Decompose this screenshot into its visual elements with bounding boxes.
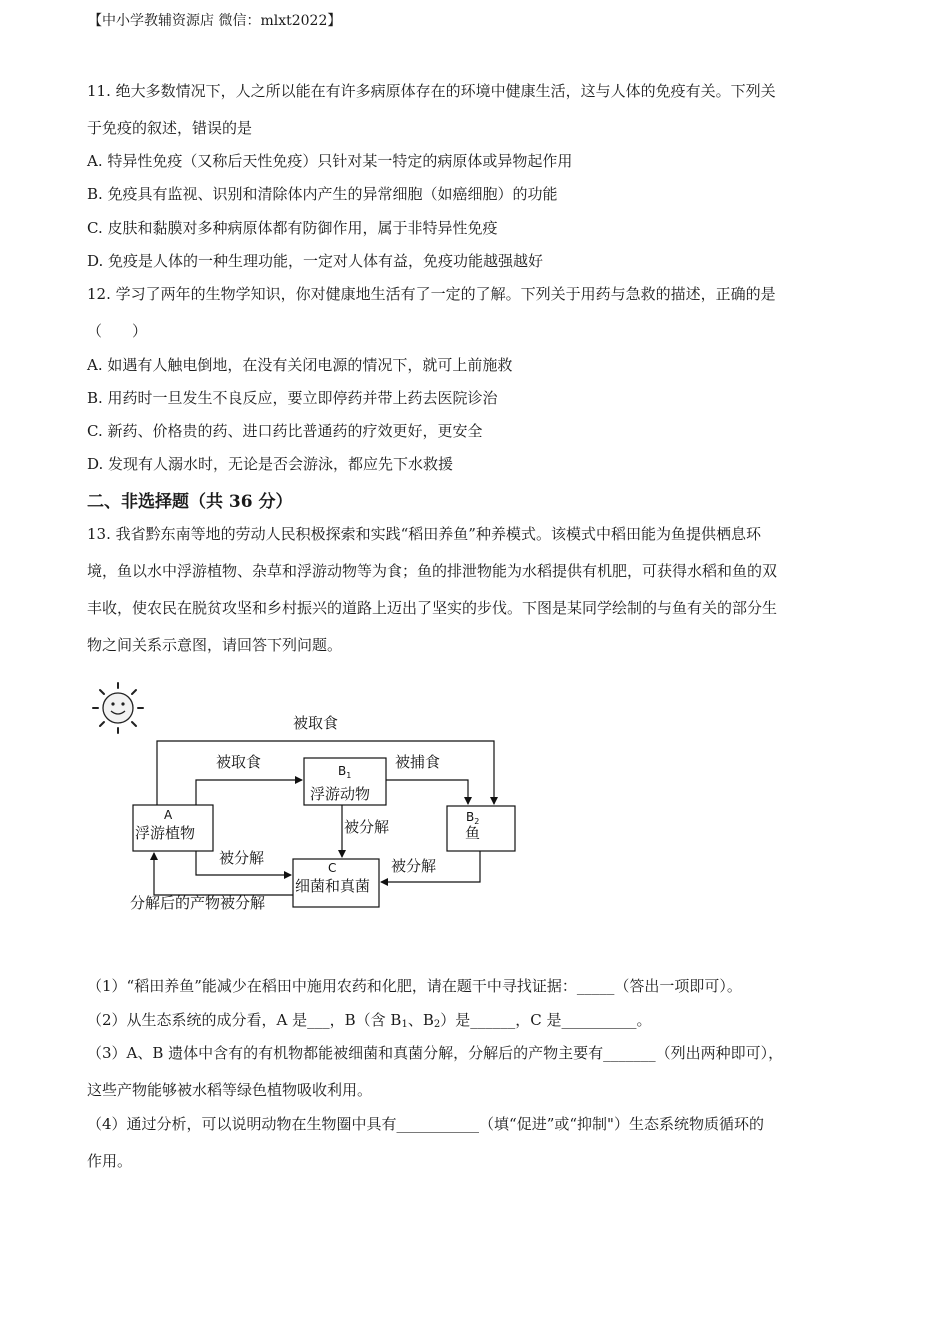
- sub2-part-a: （2）从生态系统的成分看，A 是___，B（含 B: [87, 1011, 402, 1029]
- q12-stem-line1: 12. 学习了两年的生物学知识，你对健康地生活有了一定的了解。下列关于用药与急救的描述，正确的是: [87, 285, 776, 303]
- sub-question-4-line1: （4）通过分析，可以说明动物在生物圈中具有___________（填“促进”或“抑制"）生态系统物质循环的: [87, 1115, 764, 1133]
- q13-line2: 境，鱼以水中浮游植物、杂草和浮游动物等为食；鱼的排泄物能为水稻提供有机肥，可获得水稻和鱼的双: [87, 562, 778, 580]
- box-b2-sub: 2: [474, 817, 480, 826]
- sub-question-2: [87, 1010, 652, 1035]
- q13-line3: 丰收，使农民在脱贫攻坚和乡村振兴的道路上迈出了坚实的步伐。下图是某同学绘制的与鱼有关的部分生: [87, 599, 778, 617]
- label-a-decomp: 被分解: [219, 849, 265, 867]
- section-title: 二、非选择题（共 36 分）: [87, 492, 293, 512]
- sub2-part-b: 、B: [407, 1011, 434, 1029]
- sub-question-4-line2: 作用。: [87, 1152, 133, 1170]
- q11-option-d: D. 免疫是人体的一种生理功能，一定对人体有益，免疫功能越强越好: [87, 252, 544, 270]
- label-a-to-b1: 被取食: [216, 753, 262, 771]
- q11-stem-line2: 于免疫的叙述，错误的是: [87, 119, 253, 137]
- label-c-to-a: 分解后的产物被分解: [130, 894, 266, 912]
- sub-question-3-line1: （3）A、B 遗体中含有的有机物都能被细菌和真菌分解，分解后的产物主要有_______（列出两种即可），: [87, 1044, 784, 1062]
- box-b2: [447, 806, 515, 851]
- q12-option-b: B. 用药时一旦发生不良反应，要立即停药并带上药去医院诊治: [87, 389, 498, 407]
- q12-option-a: A. 如遇有人触电倒地，在没有关闭电源的情况下，就可上前施救: [87, 356, 513, 374]
- box-c-name: 细菌和真菌: [295, 877, 371, 895]
- label-b2-decomp: 被分解: [391, 857, 437, 875]
- sub-question-3-line2: 这些产物能够被水稻等绿色植物吸收利用。: [87, 1081, 373, 1099]
- ecosystem-diagram: [88, 672, 528, 922]
- sub2-part-c: ）是______，C 是__________。: [440, 1011, 652, 1029]
- box-b1-letter: B: [338, 764, 347, 778]
- box-b1-name: 浮游动物: [310, 785, 371, 803]
- label-b1-decomp: 被分解: [344, 818, 390, 836]
- box-a-letter: A: [164, 808, 173, 822]
- q11-option-a: A. 特异性免疫（又称后天性免疫）只针对某一特定的病原体或异物起作用: [87, 152, 573, 170]
- box-a-name: 浮游植物: [135, 824, 196, 842]
- arrow-a-to-b1: [196, 780, 302, 805]
- box-b2-name: 鱼: [465, 824, 481, 842]
- q13-line4: 物之间关系示意图，请回答下列问题。: [87, 636, 343, 654]
- box-b2-letter: B: [466, 810, 475, 824]
- sub2-sub1: 1: [401, 1019, 408, 1030]
- q12-option-c: C. 新药、价格贵的药、进口药比普通药的疗效更好，更安全: [87, 422, 483, 440]
- sub2-sub2: 2: [433, 1019, 441, 1030]
- box-c-letter: C: [328, 861, 337, 875]
- label-b1-to-b2: 被捕食: [395, 753, 441, 771]
- q12-option-d: D. 发现有人溺水时，无论是否会游泳，都应先下水救援: [87, 455, 454, 473]
- sub-question-1: （1）“稻田养鱼”能减少在稻田中施用农药和化肥，请在题干中寻找证据：_____（答出一项即可）。: [87, 977, 742, 995]
- q13-line1: 13. 我省黔东南等地的劳动人民积极探索和实践“稻田养鱼”种养模式。该模式中稻田能为鱼提供栖息环: [87, 525, 761, 543]
- q11-option-b: B. 免疫具有监视、识别和清除体内产生的异常细胞（如癌细胞）的功能: [87, 185, 558, 203]
- q11-option-c: C. 皮肤和黏膜对多种病原体都有防御作用，属于非特异性免疫: [87, 219, 498, 237]
- page-header: 【中小学教辅资源店 微信：mlxt2022】: [88, 13, 342, 29]
- q12-stem-line2: （ ）: [87, 322, 148, 340]
- box-b1-sub: 1: [346, 771, 352, 780]
- arrow-b1-to-b2: [386, 780, 468, 804]
- sun-icon: [93, 683, 143, 733]
- label-top-eaten: 被取食: [293, 714, 339, 732]
- q11-stem-line1: 11. 绝大多数情况下，人之所以能在有许多病原体存在的环境中健康生活，这与人体的免疫有关。下列关: [87, 82, 776, 100]
